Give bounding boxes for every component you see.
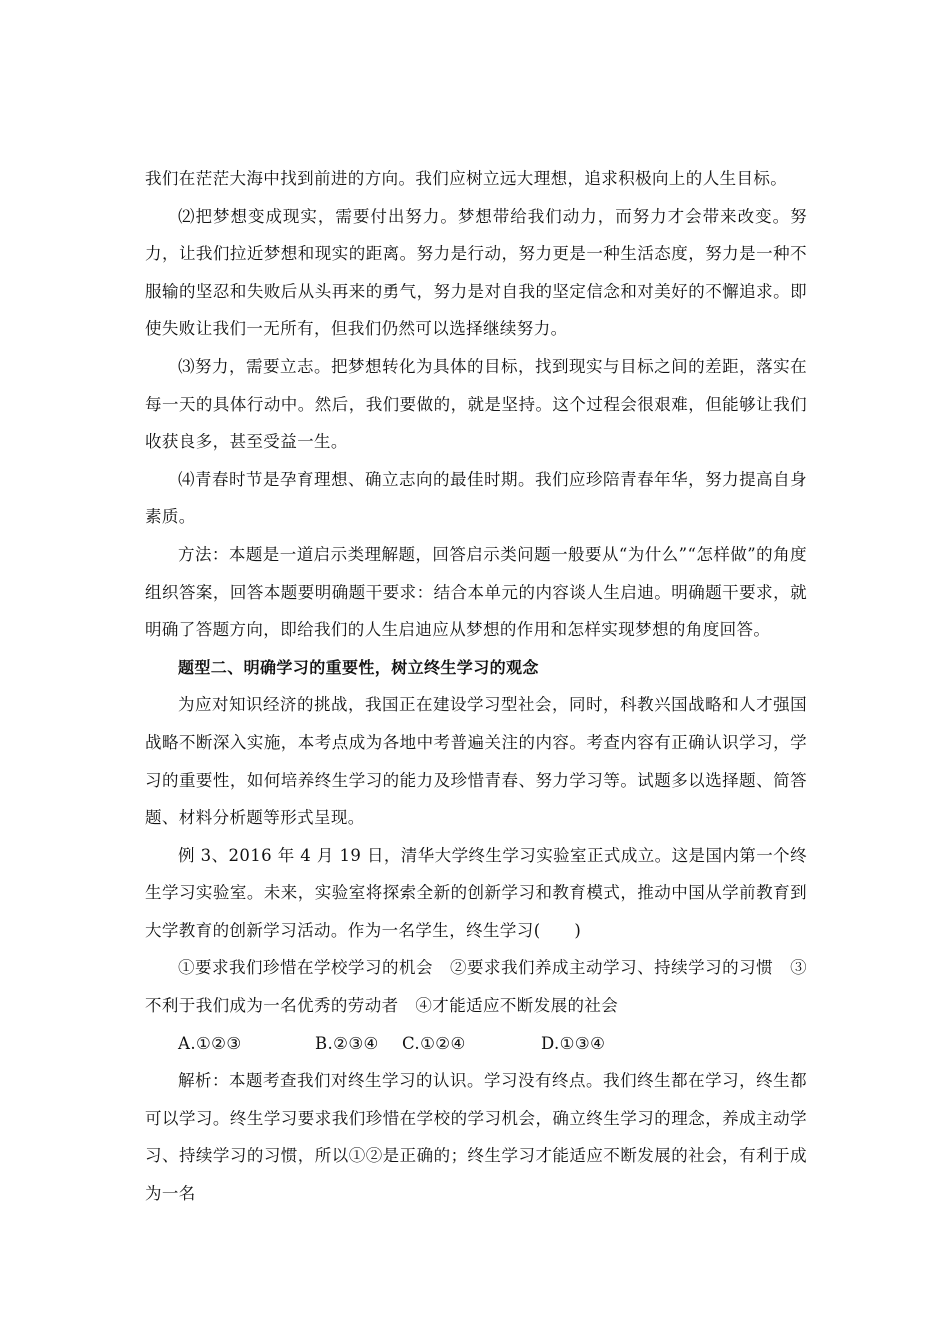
option-c: C.①②④ (402, 1033, 466, 1053)
paragraph-dream-direction: 我们在茫茫大海中找到前进的方向。我们应树立远大理想，追求积极向上的人生目标。 (145, 169, 788, 188)
paragraph-effort: ⑵把梦想变成现实，需要付出努力。梦想带给我们动力，而努力才会带来改变。努力，让我们拉近梦想和现实的距离。努力是行动，努力更是一种生活态度，努力是一种不服输的坚忍和失败后从头再来的勇气，努力是对自我的坚定信念和对美好的不懈追求。即使失败让我们一无所有，但我们仍然可以选择继续努力。 (145, 206, 807, 339)
paragraph-method: 方法：本题是一道启示类理解题，回答启示类问题一般要从“为什么”“怎样做”的角度组织答案，回答本题要明确题干要求：结合本单元的内容谈人生启迪。明确题干要求，就明确了答题方向，即给我们的人生启迪应从梦想的作用和怎样实现梦想的角度回答。 (145, 544, 807, 640)
section-heading: 题型二、明确学习的重要性，树立终生学习的观念 (178, 657, 539, 677)
paragraph-ambition: ⑶努力，需要立志。把梦想转化为具体的目标，找到现实与目标之间的差距，落实在每一天的具体行动中。然后，我们要做的，就是坚持。这个过程会很艰难，但能够让我们收获良多，甚至受益一生。 (145, 356, 807, 452)
paragraph-learning-society: 为应对知识经济的挑战，我国正在建设学习型社会，同时，科教兴国战略和人才强国战略不断深入实施，本考点成为各地中考普遍关注的内容。考查内容有正确认识学习，学习的重要性，如何培养终生学习的能力及珍惜青春、努力学习等。试题多以选择题、简答题、材料分析题等形式呈现。 (145, 695, 807, 828)
option-b: B.②③④ (315, 1033, 379, 1053)
answer-options (145, 1025, 807, 1063)
paragraph-analysis: 解析：本题考查我们对终生学习的认识。学习没有终点。我们终生都在学习，终生都可以学习。终生学习要求我们珍惜在学校的学习机会，确立终生学习的理念，养成主动学习、持续学习的习惯，所以①②是正确的；终生学习才能适应不断发展的社会，有利于成为一名 (145, 1071, 807, 1204)
option-d: D.①③④ (541, 1033, 606, 1053)
paragraph-statements: ①要求我们珍惜在学校学习的机会 ②要求我们养成主动学习、持续学习的习惯 ③不利于我们成为一名优秀的劳动者 ④才能适应不断发展的社会 (145, 958, 807, 1016)
paragraph-example-3: 例 3、2016 年 4 月 19 日，清华大学终生学习实验室正式成立。这是国内第一个终生学习实验室。未来，实验室将探索全新的创新学习和教育模式，推动中国从学前教育到大学教育的创新学习活动。作为一名学生，终生学习( ) (145, 845, 807, 940)
paragraph-youth: ⑷青春时节是孕育理想、确立志向的最佳时期。我们应珍陪青春年华，努力提高自身素质。 (145, 469, 807, 527)
option-a: A.①②③ (178, 1033, 242, 1053)
document-body (145, 160, 807, 1213)
